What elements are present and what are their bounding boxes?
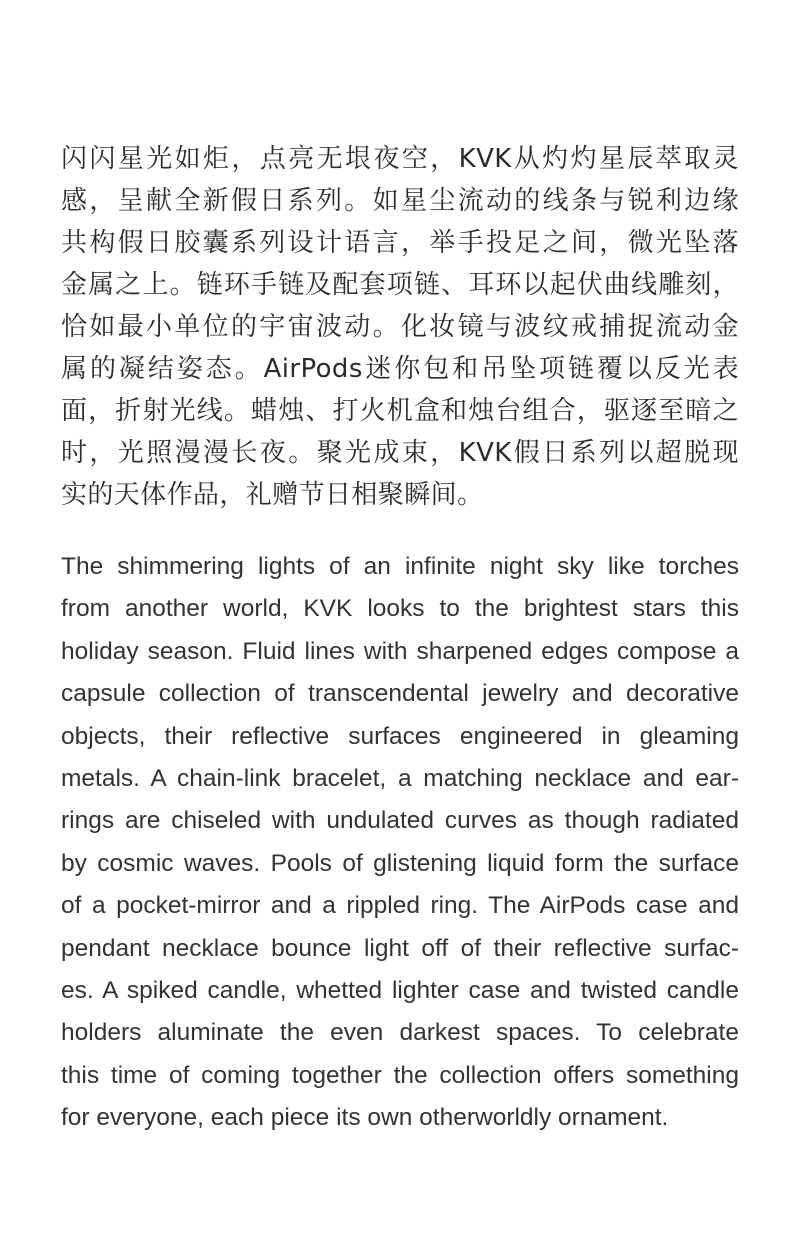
english-paragraph [61,546,739,1139]
english-line: from another world, KVK looks to the brightest stars this [61,595,739,623]
english-line: objects, their reflective surfaces engineered in gleaming [61,722,739,750]
chinese-line: 恰如最小单位的宇宙波动。化妆镜与波纹戒捕捉流动金 [61,312,739,342]
chinese-line: 金属之上。链环手链及配套项链、耳环以起伏曲线雕刻， [61,270,739,300]
english-line: es. A spiked candle, whetted lighter case and twisted candle [61,976,739,1004]
english-line: holiday season. Fluid lines with sharpened edges compose a [61,637,739,665]
english-line: capsule collection of transcendental jewelry and decorative [61,680,739,708]
english-line: metals. A chain-link bracelet, a matching necklace and ear- [61,764,739,792]
english-line: The shimmering lights of an infinite night sky like torches [61,553,739,580]
english-line: by cosmic waves. Pools of glistening liquid form the surface [61,849,739,877]
chinese-line: 时，光照漫漫长夜。聚光成束，KVK假日系列以超脱现 [61,438,739,468]
chinese-line: 面，折射光线。蜡烛、打火机盒和烛台组合，驱逐至暗之 [61,396,739,426]
chinese-line: 实的天体作品，礼赠节日相聚瞬间。 [61,480,484,510]
english-line: holders aluminate the even darkest spaces. To celebrate [61,1019,739,1047]
chinese-line: 感，呈献全新假日系列。如星尘流动的线条与锐利边缘 [61,186,739,216]
english-line: pendant necklace bounce light off of their reflective surfac- [61,934,739,962]
chinese-line: 共构假日胶囊系列设计语言，举手投足之间，微光坠落 [61,228,739,258]
chinese-line: 闪闪星光如炬，点亮无垠夜空，KVK从灼灼星辰萃取灵 [61,144,739,174]
chinese-line: 属的凝结姿态。AirPods迷你包和吊坠项链覆以反光表 [61,354,739,384]
english-line: this time of coming together the collection offers something [61,1061,739,1089]
chinese-paragraph [61,138,739,516]
english-line: for everyone, each piece its own otherworldly ornament. [61,1104,669,1132]
english-line: of a pocket-mirror and a rippled ring. The AirPods case and [61,892,739,920]
english-line: rings are chiseled with undulated curves as though radiated [61,807,739,835]
